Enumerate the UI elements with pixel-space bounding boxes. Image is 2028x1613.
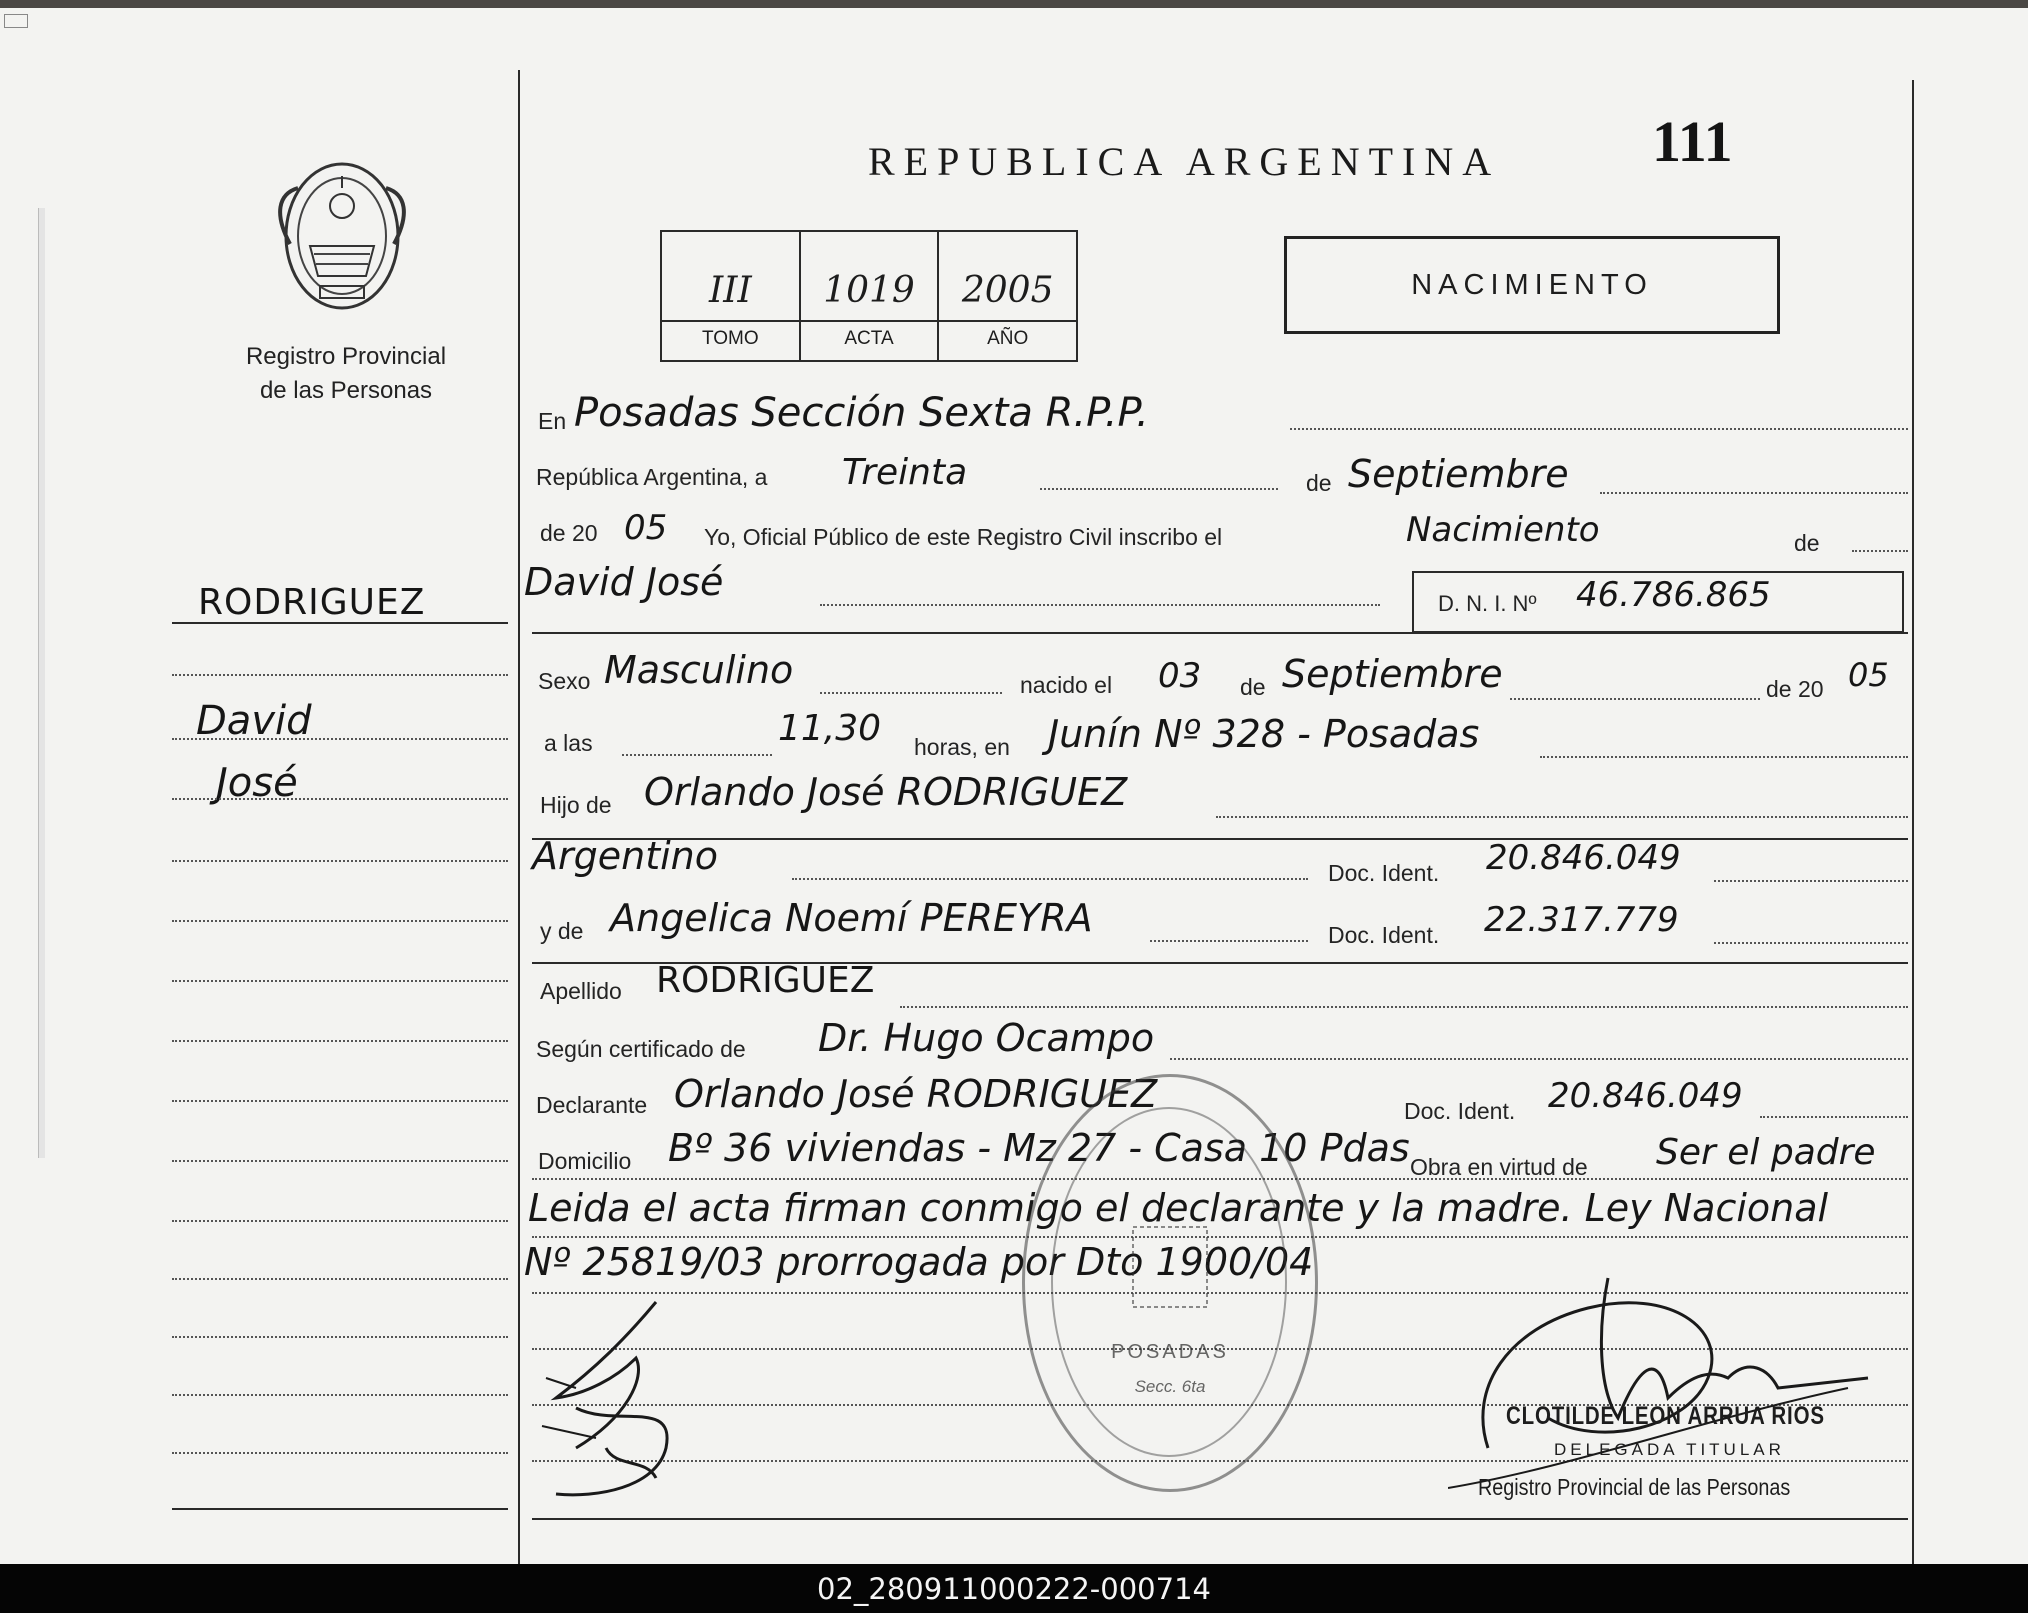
official-registry: Registro Provincial de las Personas — [1478, 1474, 1791, 1500]
official-stamp — [1022, 1074, 1318, 1492]
record-type-box: NACIMIENTO — [1284, 236, 1780, 334]
label-segun: Según certificado de — [536, 1036, 746, 1062]
label-en: En — [538, 408, 567, 434]
registry-line-1: Registro Provincial — [245, 343, 447, 370]
binding-strip — [38, 208, 45, 1158]
value-reason: Ser el padre — [1656, 1132, 1876, 1173]
label-apellido: Apellido — [540, 978, 622, 1004]
value-name: David José — [524, 560, 724, 604]
official-name: CLOTILDE LEON ARRUA RIOS — [1506, 1402, 1825, 1430]
anio-cell — [939, 232, 1076, 360]
value-birth-month: Septiembre — [1282, 652, 1503, 696]
margin-given-1: David — [196, 698, 312, 744]
declarant-signature-icon — [536, 1298, 716, 1508]
tomo-label: TOMO — [702, 328, 759, 349]
value-mother: Angelica Noemí PEREYRA — [610, 896, 1093, 940]
value-father-nationality: Argentino — [532, 834, 718, 878]
value-birth-year: 05 — [1848, 656, 1889, 694]
label-sexo: Sexo — [538, 668, 591, 694]
label-yo: Yo, Oficial Público de este Registro Civil inscribo el — [704, 524, 1223, 550]
value-mother-doc: 22.317.779 — [1484, 900, 1679, 940]
label-de-month: de — [1240, 674, 1266, 700]
value-note-1: Leida el acta firman conmigo el declarante y la madre. Ley Nacional — [528, 1186, 1829, 1230]
value-year: 05 — [624, 508, 668, 548]
value-declarant: Orlando José RODRIGUEZ — [674, 1072, 1158, 1116]
anio-value: 2005 — [961, 270, 1054, 311]
label-nacido: nacido el — [1020, 672, 1113, 698]
acta-value: 1019 — [823, 270, 915, 311]
value-certificate: Dr. Hugo Ocampo — [818, 1016, 1155, 1060]
value-declarant-doc: 20.846.049 — [1548, 1076, 1743, 1116]
acta-label: ACTA — [844, 328, 894, 349]
label-republica: República Argentina, a — [536, 464, 768, 490]
label-declarante: Declarante — [536, 1092, 648, 1118]
registry-title — [186, 340, 506, 408]
scan-footer-code: 02_280911000222-000714 — [0, 1564, 2028, 1613]
value-act-type: Nacimiento — [1406, 510, 1600, 550]
value-birth-day: 03 — [1158, 656, 1202, 696]
value-note-2: Nº 25819/03 prorrogada por Dto 1900/04 — [524, 1240, 1314, 1284]
value-sex: Masculino — [604, 648, 794, 692]
anio-label: AÑO — [987, 328, 1029, 349]
left-frame-line — [518, 70, 520, 1564]
value-month: Septiembre — [1348, 452, 1569, 496]
label-hijo: Hijo de — [540, 792, 612, 818]
country-title: REPUBLICA ARGENTINA — [868, 139, 1501, 184]
value-time: 11,30 — [778, 708, 882, 749]
tomo-value: III — [709, 270, 752, 311]
value-surname: RODRIGUEZ — [656, 960, 875, 1001]
value-address: Bº 36 viviendas - Mz 27 - Casa 10 Pdas — [668, 1126, 1410, 1170]
dni-box — [1412, 571, 1904, 633]
right-frame-line — [1912, 80, 1914, 1564]
value-dni: 46.786.865 — [1576, 575, 1771, 615]
value-place: Posadas Sección Sexta R.P.P. — [574, 390, 1149, 436]
value-birth-place: Junín Nº 328 - Posadas — [1048, 712, 1480, 756]
label-obra: Obra en virtud de — [1410, 1154, 1588, 1180]
label-de-act: de — [1794, 530, 1820, 556]
official-role: DELEGADA TITULAR — [1554, 1440, 1785, 1459]
stamp-city: POSADAS — [1111, 1341, 1229, 1363]
value-father: Orlando José RODRIGUEZ — [644, 770, 1128, 814]
registry-line-2: de las Personas — [259, 377, 433, 404]
value-day: Treinta — [842, 452, 968, 493]
label-de20b: de 20 — [1766, 676, 1824, 702]
top-edge — [0, 0, 2028, 8]
label-y-de: y de — [540, 918, 584, 944]
province-seal-icon — [270, 154, 414, 318]
acta-cell — [801, 232, 940, 360]
label-dni: D. N. I. Nº — [1438, 591, 1537, 616]
label-de-20: de 20 — [540, 520, 598, 546]
label-doc-mother: Doc. Ident. — [1328, 922, 1440, 948]
act-number: 111 — [1652, 109, 1733, 174]
label-doc-declarant: Doc. Ident. — [1404, 1098, 1516, 1124]
tomo-cell — [662, 232, 801, 360]
official-signature-icon — [1448, 1268, 1878, 1508]
stamp-emblem-icon — [1125, 1217, 1215, 1317]
record-box — [660, 230, 1078, 362]
margin-rule — [172, 622, 508, 624]
label-horas: horas, en — [914, 734, 1010, 760]
label-a-las: a las — [544, 730, 593, 756]
value-father-doc: 20.846.049 — [1486, 838, 1681, 878]
margin-given-2: José — [216, 760, 298, 806]
stamp-section: Secc. 6ta — [1134, 1377, 1206, 1396]
corner-mark — [4, 14, 28, 28]
label-doc-father: Doc. Ident. — [1328, 860, 1440, 886]
label-de: de — [1306, 470, 1332, 496]
label-domicilio: Domicilio — [538, 1148, 632, 1174]
birth-certificate-page — [0, 8, 2028, 1564]
margin-surname: RODRIGUEZ — [198, 582, 426, 623]
